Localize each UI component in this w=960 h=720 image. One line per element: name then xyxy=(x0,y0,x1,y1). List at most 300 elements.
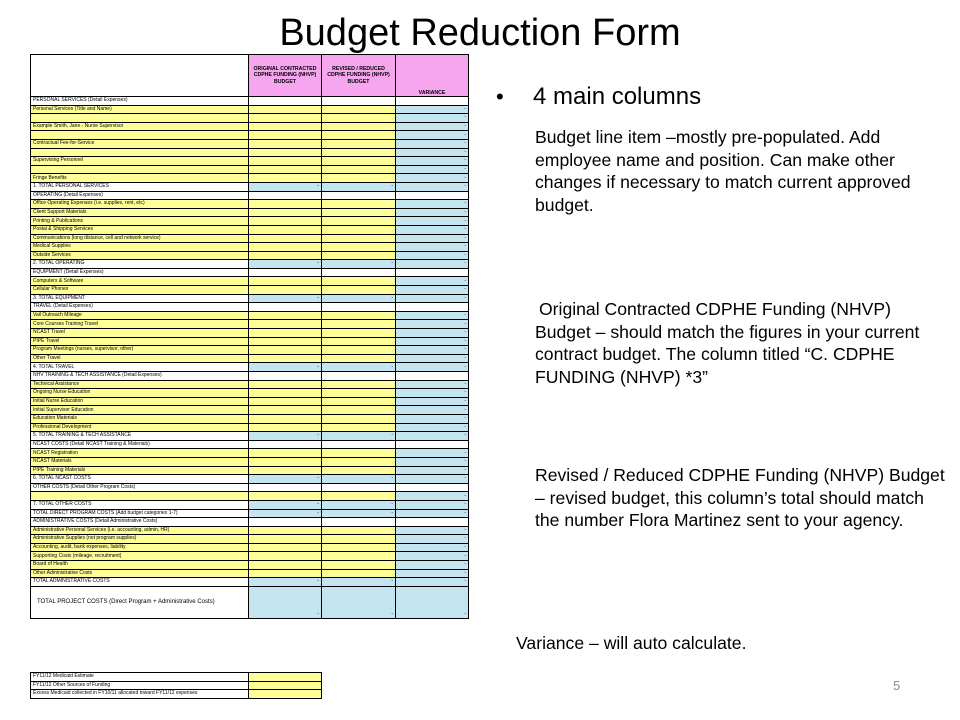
revised-budget-cell[interactable] xyxy=(322,234,396,243)
variance-cell: - xyxy=(396,526,469,535)
table-row xyxy=(31,561,469,570)
line-item-label: Initial Nurse Education xyxy=(31,397,249,406)
revised-budget-cell xyxy=(322,440,396,449)
line-item-label: Accounting, audit, bank expenses, liability xyxy=(31,543,249,552)
original-budget-cell[interactable] xyxy=(249,346,322,355)
variance-cell: - xyxy=(396,406,469,415)
variance-cell: - xyxy=(396,277,469,286)
line-item-label: Supporting Costs (mileage, recruitment) xyxy=(31,552,249,561)
page-number: 5 xyxy=(893,678,901,693)
table-row xyxy=(31,217,469,226)
notes-row xyxy=(31,673,469,682)
revised-budget-cell[interactable] xyxy=(322,526,396,535)
revised-budget-cell[interactable]: - xyxy=(322,475,396,484)
revised-budget-cell[interactable] xyxy=(322,389,396,398)
variance-cell: - xyxy=(396,346,469,355)
variance-cell: - xyxy=(396,500,469,509)
table-row xyxy=(31,457,469,466)
revised-budget-cell[interactable] xyxy=(322,414,396,423)
table-row xyxy=(31,268,469,277)
original-budget-cell xyxy=(249,518,322,527)
line-item-label xyxy=(31,114,249,123)
table-row xyxy=(31,432,469,441)
revised-budget-cell[interactable] xyxy=(322,277,396,286)
revised-budget-cell[interactable] xyxy=(322,217,396,226)
revised-budget-cell[interactable] xyxy=(322,200,396,209)
line-item-label: Core Courses Training Travel xyxy=(31,320,249,329)
revised-budget-cell[interactable] xyxy=(322,561,396,570)
line-item-label: 6. TOTAL NCAST COSTS xyxy=(31,475,249,484)
revised-budget-cell[interactable] xyxy=(322,466,396,475)
original-budget-cell[interactable] xyxy=(249,139,322,148)
revised-budget-cell[interactable] xyxy=(322,157,396,166)
original-budget-cell[interactable]: - xyxy=(249,578,322,587)
variance-cell: - xyxy=(396,432,469,441)
variance-cell: - xyxy=(396,122,469,131)
revised-budget-cell[interactable] xyxy=(322,397,396,406)
revised-budget-cell[interactable] xyxy=(322,251,396,260)
variance-cell: - xyxy=(396,234,469,243)
line-item-label: Professional Development xyxy=(31,423,249,432)
original-budget-cell[interactable] xyxy=(249,569,322,578)
original-budget-cell[interactable] xyxy=(249,148,322,157)
original-budget-cell[interactable]: - xyxy=(249,509,322,518)
header-revised-budget: REVISED / REDUCED CDPHE FUNDING (NHVP) BUDGET xyxy=(322,55,396,97)
revised-budget-cell xyxy=(322,191,396,200)
variance-cell: - xyxy=(396,243,469,252)
table-row xyxy=(31,475,469,484)
original-budget-cell[interactable] xyxy=(249,449,322,458)
line-item-label: Other Administrative Costs xyxy=(31,569,249,578)
description-line-item: Budget line item –mostly pre-populated. Add employee name and position. Can make other changes if necessary to match current approved budget. xyxy=(535,127,911,215)
table-row xyxy=(31,578,469,587)
variance-cell: - xyxy=(396,561,469,570)
line-item-label: Ongoing Nurse Education xyxy=(31,389,249,398)
line-item-label: NCAST Materials xyxy=(31,457,249,466)
note-label: FY11/12 Medicaid Estimate xyxy=(31,673,249,682)
variance-cell: - xyxy=(396,329,469,338)
header-variance: VARIANCE xyxy=(396,55,469,97)
line-item-label xyxy=(31,131,249,140)
revised-budget-cell xyxy=(322,303,396,312)
line-item-label xyxy=(31,492,249,501)
original-budget-cell[interactable] xyxy=(249,114,322,123)
table-row xyxy=(31,526,469,535)
line-item-label xyxy=(31,148,249,157)
original-budget-cell[interactable]: - xyxy=(249,500,322,509)
table-row xyxy=(31,157,469,166)
original-budget-cell[interactable] xyxy=(249,234,322,243)
table-row xyxy=(31,586,469,618)
variance-cell: - xyxy=(396,552,469,561)
original-budget-cell[interactable] xyxy=(249,414,322,423)
variance-cell xyxy=(396,372,469,381)
table-row xyxy=(31,552,469,561)
variance-cell: - xyxy=(396,208,469,217)
variance-cell: - xyxy=(396,182,469,191)
table-row xyxy=(31,174,469,183)
table-row xyxy=(31,303,469,312)
original-budget-cell[interactable] xyxy=(249,225,322,234)
revised-budget-cell[interactable] xyxy=(322,569,396,578)
revised-budget-cell xyxy=(322,268,396,277)
variance-cell: - xyxy=(396,157,469,166)
variance-cell xyxy=(396,97,469,106)
line-item-label: OTHER COSTS (Detail Other Program Costs) xyxy=(31,483,249,492)
table-row xyxy=(31,492,469,501)
slide-title: Budget Reduction Form xyxy=(279,12,681,54)
line-item-label: Cellular Phones xyxy=(31,286,249,295)
revised-budget-cell[interactable] xyxy=(322,329,396,338)
original-budget-cell[interactable] xyxy=(249,208,322,217)
revised-budget-cell[interactable] xyxy=(322,243,396,252)
original-budget-cell[interactable] xyxy=(249,389,322,398)
table-row xyxy=(31,200,469,209)
variance-cell: - xyxy=(396,311,469,320)
line-item-label: Printing & Publications xyxy=(31,217,249,226)
line-item-label: 3. TOTAL EQUIPMENT xyxy=(31,294,249,303)
revised-budget-cell[interactable] xyxy=(322,423,396,432)
line-item-label: 5. TOTAL TRAINING & TECH ASSISTANCE xyxy=(31,432,249,441)
line-item-label: Program Meetings (nurses, supervisor, other) xyxy=(31,346,249,355)
line-item-label: TOTAL DIRECT PROGRAM COSTS (Add budget categories 1-7) xyxy=(31,509,249,518)
table-row xyxy=(31,569,469,578)
original-budget-cell[interactable] xyxy=(249,165,322,174)
revised-budget-cell[interactable]: - xyxy=(322,578,396,587)
table-row xyxy=(31,363,469,372)
description-revised-budget: Revised / Reduced CDPHE Funding (NHVP) Budget – revised budget, this column’s total should match the number Flora Martinez sent to your agency. xyxy=(535,465,945,530)
revised-budget-cell xyxy=(322,518,396,527)
line-item-label: Administrative Supplies (not program supplies) xyxy=(31,535,249,544)
table-row xyxy=(31,148,469,157)
table-row xyxy=(31,337,469,346)
revised-budget-cell[interactable] xyxy=(322,406,396,415)
revised-budget-cell[interactable] xyxy=(322,131,396,140)
line-item-label: Contractual Fee-for-Service xyxy=(31,139,249,148)
original-budget-cell[interactable] xyxy=(249,535,322,544)
table-row xyxy=(31,277,469,286)
variance-cell: - xyxy=(396,586,469,618)
variance-cell: - xyxy=(396,389,469,398)
original-budget-cell[interactable] xyxy=(249,243,322,252)
original-budget-cell[interactable] xyxy=(249,561,322,570)
line-item-label: Other Travel xyxy=(31,354,249,363)
revised-budget-cell[interactable] xyxy=(322,225,396,234)
line-item-label: PERSONAL SERVICES (Detail Expenses) xyxy=(31,97,249,106)
notes-row xyxy=(31,690,469,699)
variance-cell: - xyxy=(396,105,469,114)
line-item-label: 4. TOTAL TRAVEL xyxy=(31,363,249,372)
original-budget-cell[interactable]: - xyxy=(249,182,322,191)
table-row xyxy=(31,191,469,200)
variance-cell: - xyxy=(396,578,469,587)
variance-cell xyxy=(396,191,469,200)
revised-budget-cell[interactable]: - xyxy=(322,500,396,509)
revised-budget-cell[interactable] xyxy=(322,449,396,458)
variance-cell: - xyxy=(396,492,469,501)
table-row xyxy=(31,243,469,252)
line-item-label: TOTAL ADMINISTRATIVE COSTS xyxy=(31,578,249,587)
line-item-label: TOTAL PROJECT COSTS (Direct Program + Administrative Costs) xyxy=(31,586,249,618)
revised-budget-cell[interactable] xyxy=(322,457,396,466)
variance-cell: - xyxy=(396,225,469,234)
original-budget-cell[interactable] xyxy=(249,492,322,501)
variance-cell: - xyxy=(396,148,469,157)
original-budget-cell xyxy=(249,97,322,106)
line-item-label: Outside Services xyxy=(31,251,249,260)
revised-budget-cell[interactable] xyxy=(322,535,396,544)
header-line-item xyxy=(31,55,249,97)
table-row xyxy=(31,329,469,338)
variance-cell: - xyxy=(396,165,469,174)
header-original-budget: ORIGINAL CONTRACTED CDPHE FUNDING (NHVP) BUDGET xyxy=(249,55,322,97)
revised-budget-cell[interactable]: - xyxy=(322,586,396,618)
original-budget-cell[interactable]: - xyxy=(249,432,322,441)
line-item-label: Office Operating Expenses (i.e. supplies, rent, etc) xyxy=(31,200,249,209)
note-value-cell[interactable] xyxy=(249,690,322,699)
table-row xyxy=(31,518,469,527)
variance-cell: - xyxy=(396,569,469,578)
original-budget-cell[interactable] xyxy=(249,354,322,363)
table-row xyxy=(31,320,469,329)
revised-budget-cell[interactable] xyxy=(322,139,396,148)
original-budget-cell[interactable] xyxy=(249,397,322,406)
revised-budget-cell[interactable] xyxy=(322,354,396,363)
revised-budget-cell[interactable] xyxy=(322,543,396,552)
revised-budget-cell[interactable] xyxy=(322,165,396,174)
variance-cell: - xyxy=(396,535,469,544)
revised-budget-cell[interactable] xyxy=(322,174,396,183)
revised-budget-cell[interactable] xyxy=(322,552,396,561)
original-budget-cell[interactable] xyxy=(249,251,322,260)
table-row xyxy=(31,354,469,363)
revised-budget-cell[interactable]: - xyxy=(322,363,396,372)
line-item-label: Technical Assistance xyxy=(31,380,249,389)
table-row xyxy=(31,251,469,260)
line-item-label: 2. TOTAL OPERATING xyxy=(31,260,249,269)
line-item-label: TRAVEL (Detail Expenses) xyxy=(31,303,249,312)
table-row xyxy=(31,414,469,423)
table-row xyxy=(31,535,469,544)
revised-budget-cell[interactable]: - xyxy=(322,509,396,518)
table-row xyxy=(31,423,469,432)
line-item-label: Example Smith, Jane - Nurse Supervisor xyxy=(31,122,249,131)
table-row xyxy=(31,311,469,320)
revised-budget-cell[interactable]: - xyxy=(322,432,396,441)
variance-cell: - xyxy=(396,380,469,389)
variance-cell: - xyxy=(396,543,469,552)
line-item-label: Client Support Materials xyxy=(31,208,249,217)
variance-cell xyxy=(396,268,469,277)
original-budget-cell[interactable] xyxy=(249,217,322,226)
table-row xyxy=(31,97,469,106)
line-item-label: Computers & Software xyxy=(31,277,249,286)
bullet-heading: 4 main columns xyxy=(533,83,702,110)
note-value-cell[interactable] xyxy=(249,673,322,682)
revised-budget-cell[interactable] xyxy=(322,105,396,114)
original-budget-cell[interactable] xyxy=(249,105,322,114)
revised-budget-cell[interactable] xyxy=(322,286,396,295)
original-budget-cell[interactable] xyxy=(249,526,322,535)
variance-cell: - xyxy=(396,174,469,183)
line-item-label: NCAST COSTS (Detail NCAST Training & Materials) xyxy=(31,440,249,449)
line-item-label: PIPE Travel xyxy=(31,337,249,346)
variance-cell: - xyxy=(396,251,469,260)
table-row xyxy=(31,139,469,148)
revised-budget-cell[interactable]: - xyxy=(322,182,396,191)
original-budget-cell[interactable] xyxy=(249,466,322,475)
revised-budget-cell[interactable] xyxy=(322,208,396,217)
revised-budget-cell[interactable]: - xyxy=(322,294,396,303)
table-row xyxy=(31,114,469,123)
variance-cell: - xyxy=(396,286,469,295)
variance-cell: - xyxy=(396,509,469,518)
original-budget-cell[interactable] xyxy=(249,423,322,432)
variance-cell: - xyxy=(396,294,469,303)
revised-budget-cell[interactable] xyxy=(322,311,396,320)
bullet-icon: • xyxy=(496,84,504,109)
original-budget-cell[interactable] xyxy=(249,122,322,131)
table-row xyxy=(31,165,469,174)
original-budget-cell[interactable] xyxy=(249,286,322,295)
table-row xyxy=(31,466,469,475)
revised-budget-cell[interactable] xyxy=(322,148,396,157)
table-row xyxy=(31,449,469,458)
description-variance: Variance – will auto calculate. xyxy=(516,633,747,653)
note-label: FY11/12 Other Sources of Funding xyxy=(31,681,249,690)
original-budget-cell[interactable] xyxy=(249,200,322,209)
revised-budget-cell[interactable] xyxy=(322,114,396,123)
notes-row xyxy=(31,681,469,690)
line-item-label: 1. TOTAL PERSONAL SERVICES xyxy=(31,182,249,191)
original-budget-cell[interactable] xyxy=(249,311,322,320)
table-row xyxy=(31,208,469,217)
variance-cell: - xyxy=(396,475,469,484)
line-item-label: ADMINISTRATIVE COSTS (Detail Administrative Costs) xyxy=(31,518,249,527)
line-item-label: NHV TRAINING & TECH ASSISTANCE (Detail Expenses) xyxy=(31,372,249,381)
note-spacer xyxy=(322,681,469,690)
table-row xyxy=(31,294,469,303)
variance-cell: - xyxy=(396,139,469,148)
original-budget-cell[interactable]: - xyxy=(249,586,322,618)
table-row xyxy=(31,509,469,518)
original-budget-cell[interactable] xyxy=(249,131,322,140)
variance-cell: - xyxy=(396,114,469,123)
variance-cell: - xyxy=(396,354,469,363)
table-row xyxy=(31,372,469,381)
original-budget-cell[interactable] xyxy=(249,457,322,466)
funding-notes-table xyxy=(30,672,469,699)
table-row xyxy=(31,131,469,140)
variance-cell: - xyxy=(396,131,469,140)
table-row xyxy=(31,440,469,449)
table-row xyxy=(31,234,469,243)
original-budget-cell[interactable]: - xyxy=(249,260,322,269)
revised-budget-cell xyxy=(322,97,396,106)
variance-cell xyxy=(396,440,469,449)
original-budget-cell[interactable]: - xyxy=(249,294,322,303)
table-row xyxy=(31,122,469,131)
line-item-label: 7. TOTAL OTHER COSTS xyxy=(31,500,249,509)
line-item-label: Fringe Benefits xyxy=(31,174,249,183)
original-budget-cell[interactable] xyxy=(249,329,322,338)
original-budget-cell xyxy=(249,372,322,381)
revised-budget-cell[interactable] xyxy=(322,337,396,346)
revised-budget-cell[interactable]: - xyxy=(322,260,396,269)
revised-budget-cell xyxy=(322,483,396,492)
original-budget-cell[interactable] xyxy=(249,157,322,166)
variance-cell xyxy=(396,303,469,312)
line-item-label: NCAST Registration xyxy=(31,449,249,458)
line-item-label: Communications (long distance, cell and network service) xyxy=(31,234,249,243)
table-row xyxy=(31,380,469,389)
table-row xyxy=(31,483,469,492)
line-item-label: Vail Outreach Mileage xyxy=(31,311,249,320)
revised-budget-cell[interactable] xyxy=(322,492,396,501)
budget-reduction-table xyxy=(30,54,469,619)
line-item-label: PIPE Training Materials xyxy=(31,466,249,475)
original-budget-cell[interactable] xyxy=(249,543,322,552)
original-budget-cell[interactable] xyxy=(249,277,322,286)
line-item-label xyxy=(31,165,249,174)
revised-budget-cell[interactable] xyxy=(322,346,396,355)
original-budget-cell[interactable]: - xyxy=(249,475,322,484)
table-row xyxy=(31,346,469,355)
line-item-label: Initial Supervisor Education xyxy=(31,406,249,415)
variance-cell: - xyxy=(396,363,469,372)
variance-cell: - xyxy=(396,423,469,432)
variance-cell xyxy=(396,483,469,492)
table-row xyxy=(31,406,469,415)
description-original-budget: Original Contracted CDPHE Funding (NHVP) Budget – should match the figures in your current contract budget. The column titled “C. CDPHE FUNDING (NHVP) *3” xyxy=(535,299,920,387)
table-row xyxy=(31,543,469,552)
original-budget-cell xyxy=(249,268,322,277)
line-item-label: NCAST Travel xyxy=(31,329,249,338)
variance-cell: - xyxy=(396,414,469,423)
variance-cell: - xyxy=(396,320,469,329)
original-budget-cell[interactable]: - xyxy=(249,363,322,372)
table-row xyxy=(31,182,469,191)
original-budget-cell[interactable] xyxy=(249,320,322,329)
variance-cell: - xyxy=(396,457,469,466)
variance-cell: - xyxy=(396,466,469,475)
line-item-label: Personal Services (Title and Name) xyxy=(31,105,249,114)
original-budget-cell[interactable] xyxy=(249,406,322,415)
table-row xyxy=(31,397,469,406)
original-budget-cell[interactable] xyxy=(249,174,322,183)
note-spacer xyxy=(322,690,469,699)
table-row xyxy=(31,500,469,509)
variance-cell: - xyxy=(396,217,469,226)
table-row xyxy=(31,389,469,398)
variance-cell: - xyxy=(396,397,469,406)
variance-cell xyxy=(396,518,469,527)
revised-budget-cell[interactable] xyxy=(322,320,396,329)
table-row xyxy=(31,105,469,114)
original-budget-cell[interactable] xyxy=(249,552,322,561)
table-row xyxy=(31,225,469,234)
original-budget-cell xyxy=(249,303,322,312)
revised-budget-cell[interactable] xyxy=(322,122,396,131)
line-item-label: Board of Health xyxy=(31,561,249,570)
original-budget-cell[interactable] xyxy=(249,337,322,346)
original-budget-cell[interactable] xyxy=(249,380,322,389)
revised-budget-cell[interactable] xyxy=(322,380,396,389)
note-value-cell[interactable] xyxy=(249,681,322,690)
variance-cell: - xyxy=(396,260,469,269)
original-budget-cell xyxy=(249,191,322,200)
line-item-label: Supervising Personnel xyxy=(31,157,249,166)
